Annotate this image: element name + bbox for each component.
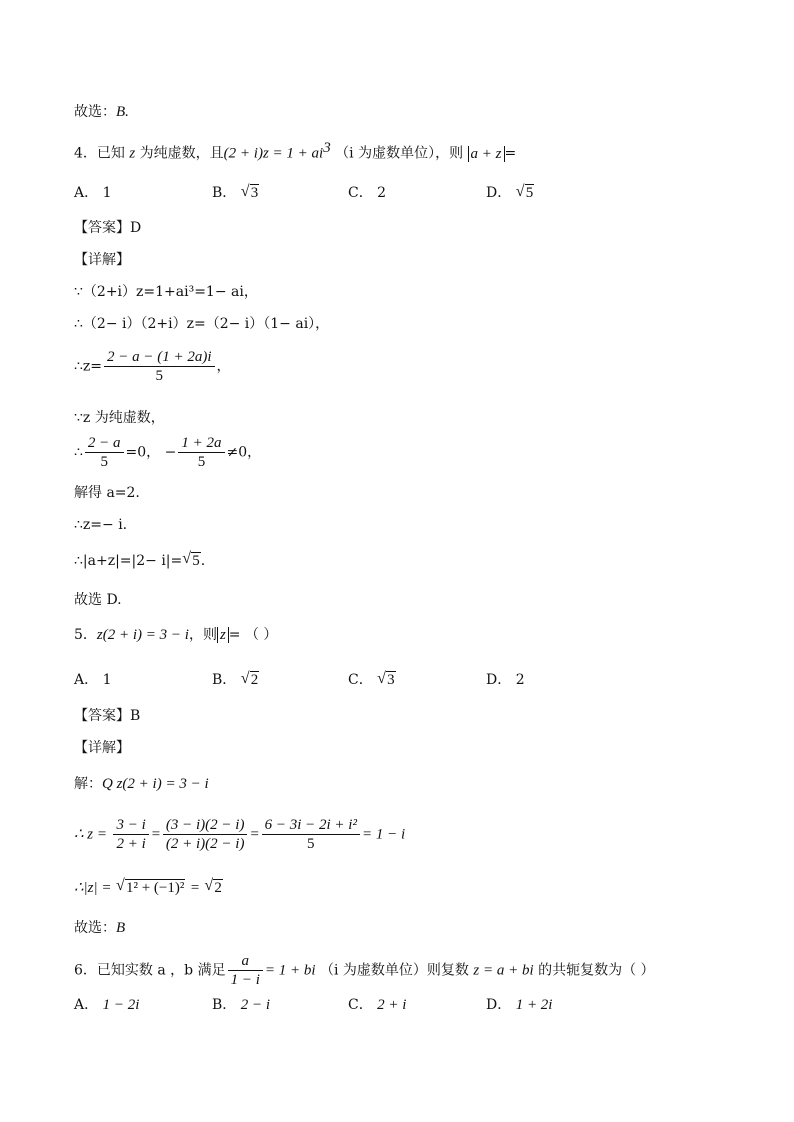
- q4-step-3: [74, 348, 231, 385]
- step-equation: Q z(2 + i) = 3 − i: [102, 776, 209, 792]
- option-value: 1 + 2i: [515, 997, 553, 1013]
- q5-tail: = （ ）: [228, 627, 278, 643]
- q4-text: 为纯虚数，且: [139, 145, 224, 162]
- conclusion-answer: B: [116, 920, 126, 936]
- option-label: C．: [348, 672, 373, 688]
- fraction-denominator: 2 + i: [116, 836, 146, 852]
- step-suffix: .: [200, 553, 206, 569]
- radicand: 2: [214, 880, 222, 896]
- option-label: A．: [74, 185, 99, 201]
- q4-option-a: [74, 182, 112, 202]
- q5-option-b: [212, 669, 259, 689]
- q5-step-2: ∴ z = $\frac{3 - i}{2 + i}$ = $\frac{(3 - i)(2 - i)}{(2 + i)(2 - i)}$ = $\frac{\text{6 − 3i − 2i + i²}}{5}$ = 1 − i: [74, 817, 406, 852]
- q4-step-1: ∵（2+i）z=1+ai³=1− ai，: [74, 284, 258, 300]
- q4-step-6: 解得 a=2.: [74, 485, 140, 501]
- prev-conclusion: [74, 102, 129, 122]
- q5-answer: 【答案】B: [74, 708, 141, 724]
- q6-option-a: [74, 994, 139, 1014]
- option-value: 3: [387, 672, 395, 688]
- q4-step-8: [74, 551, 205, 571]
- radicand: 5: [192, 553, 200, 569]
- option-value: 2: [377, 185, 387, 201]
- step-prefix: ∴|a+z|=|2− i|=: [74, 553, 183, 569]
- conclusion-text: 故选：: [74, 920, 116, 936]
- step-prefix: ∴|z| =: [74, 880, 112, 896]
- option-label: D．: [486, 185, 512, 201]
- q4-option-c: [348, 182, 386, 202]
- q4-var: z: [129, 145, 136, 162]
- option-label: B．: [212, 997, 237, 1013]
- step-middle: =0， −: [125, 444, 177, 461]
- q4-detail-heading: 【详解】: [74, 252, 130, 268]
- option-value: 5: [525, 185, 534, 201]
- q4-conclusion: 故选 D.: [74, 592, 122, 608]
- q4-step-5: [74, 434, 261, 471]
- fraction-denominator: 1 − i: [230, 972, 260, 988]
- option-label: C．: [348, 185, 373, 201]
- step-prefix: ∴ z =: [74, 826, 108, 843]
- q5-abs: z: [217, 627, 229, 643]
- q6-tail: 的共轭复数为（ ）: [538, 962, 655, 979]
- fraction-denominator: 5: [307, 836, 315, 852]
- q6-text: 6．已知实数 a ，b 满足: [74, 962, 226, 979]
- option-value: 2: [515, 672, 525, 688]
- q5-option-a: [74, 669, 112, 689]
- option-label: A．: [74, 997, 99, 1013]
- q6-z: z = a + bi: [473, 962, 534, 979]
- q6-note: （i 为虚数单位）则复数: [320, 962, 469, 979]
- q5-option-d: [486, 669, 525, 689]
- q4-step-4: ∵z 为纯虚数，: [74, 410, 165, 426]
- q4-number: 4．已知: [74, 145, 125, 162]
- fraction-numerator: 6 − 3i − 2i + i²: [262, 816, 360, 835]
- q4-answer: 【答案】D: [74, 220, 142, 236]
- option-value: 2: [250, 672, 259, 688]
- q4-step-2: ∴（2− i）（2+i）z=（2− i）（1− ai），: [74, 316, 330, 332]
- fraction-numerator: (3 − i)(2 − i): [163, 816, 248, 835]
- fraction-numerator: a: [228, 952, 263, 971]
- option-label: A．: [74, 672, 99, 688]
- radicand: 1² + (−1)²: [125, 880, 185, 896]
- q6-equation: = 1 + bi: [264, 962, 316, 979]
- option-label: D．: [486, 672, 512, 688]
- q4-abs: a + z: [468, 146, 505, 162]
- option-value: 2 + i: [377, 997, 407, 1013]
- option-label: B．: [212, 185, 237, 201]
- step-suffix: = 1 − i: [361, 826, 406, 843]
- option-value: 2 − i: [240, 997, 271, 1013]
- option-value: 3: [250, 185, 259, 201]
- step-suffix: ≠0，: [226, 444, 262, 461]
- q5-equation: z(2 + i) = 3 − i: [96, 627, 189, 643]
- q4-equation: (2 + i)z = 1 + ai: [223, 145, 324, 162]
- option-value: 1: [102, 185, 112, 201]
- fraction-numerator: 1 + 2a: [178, 434, 224, 453]
- q4-step-7: ∴z=− i.: [74, 517, 128, 533]
- option-value: 1 − 2i: [102, 997, 140, 1013]
- question-6: [74, 952, 655, 989]
- q4-option-b: [212, 182, 259, 202]
- fraction-denominator: 5: [197, 454, 206, 470]
- fraction-numerator: 2 − a: [85, 434, 124, 453]
- q5-number: 5．: [74, 627, 97, 643]
- fraction-numerator: 3 − i: [113, 816, 148, 835]
- q5-text: ，则: [188, 627, 217, 643]
- question-4: [74, 138, 516, 164]
- option-label: C．: [348, 997, 373, 1013]
- q5-step-3: [74, 878, 223, 898]
- q4-exponent: 3: [323, 140, 331, 156]
- fraction-denominator: (2 + i)(2 − i): [165, 836, 245, 852]
- step-suffix: ，: [216, 358, 231, 375]
- step-prefix: ∴z=: [74, 358, 103, 375]
- question-5: [74, 625, 277, 645]
- option-value: 1: [102, 672, 112, 688]
- step-prefix: ∴: [74, 444, 83, 461]
- step-equals: =: [189, 880, 200, 896]
- q4-note: （i 为虚数单位），则: [335, 145, 464, 162]
- q4-tail: =: [504, 145, 517, 162]
- fraction-denominator: 5: [100, 454, 108, 470]
- q5-option-c: [348, 669, 396, 689]
- q5-detail-heading: 【详解】: [74, 740, 130, 756]
- fraction-denominator: 5: [155, 368, 164, 384]
- conclusion-answer: B.: [116, 104, 129, 120]
- q5-step-1: [74, 774, 209, 794]
- q6-option-b: [212, 994, 270, 1014]
- option-label: B．: [212, 672, 237, 688]
- fraction-numerator: 2 − a − (1 + 2a)i: [104, 348, 215, 367]
- q6-option-d: [486, 994, 552, 1014]
- conclusion-text: 故选：: [74, 104, 116, 120]
- step-prefix: 解：: [74, 776, 102, 792]
- q6-option-c: [348, 994, 406, 1014]
- option-label: D．: [486, 997, 512, 1013]
- q5-conclusion: [74, 918, 125, 938]
- q4-option-d: [486, 182, 534, 202]
